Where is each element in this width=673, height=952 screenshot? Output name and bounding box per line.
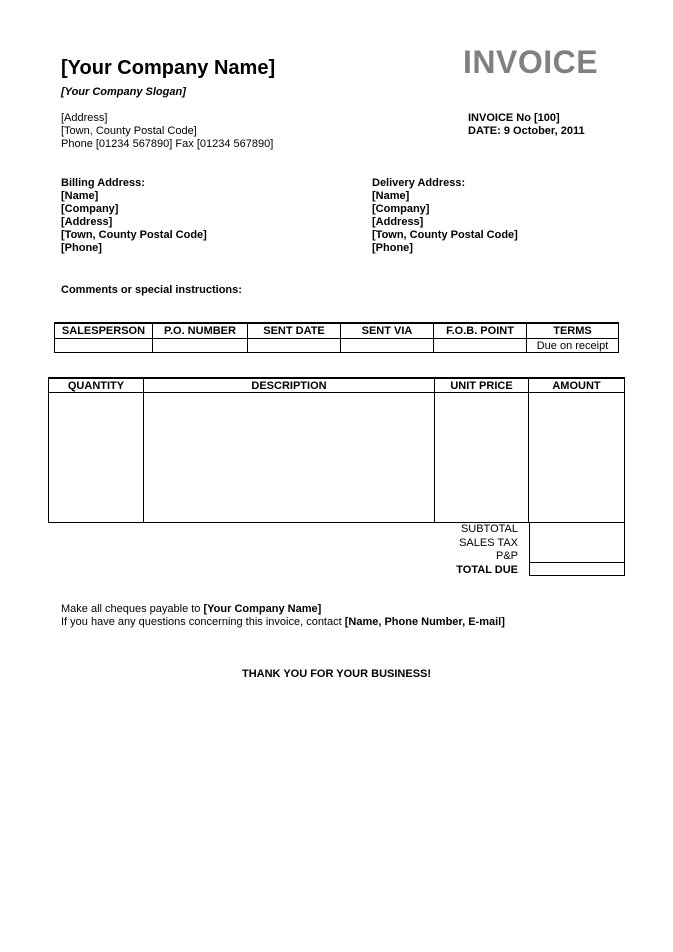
order-header-row	[55, 323, 619, 339]
total-due-divider	[530, 562, 624, 563]
cheques-text: Make all cheques payable to	[61, 603, 201, 615]
billing-line: [Company]	[61, 203, 119, 215]
total-due-label: TOTAL DUE	[456, 563, 518, 576]
comments-label: Comments or special instructions:	[61, 284, 242, 296]
items-body-row	[49, 393, 625, 523]
header-quantity: QUANTITY	[49, 378, 144, 393]
billing-line: [Town, County Postal Code]	[61, 229, 207, 241]
header-sent-via: SENT VIA	[341, 323, 434, 339]
terms-cell[interactable]: Due on receipt	[527, 339, 619, 353]
header-salesperson: SALESPERSON	[55, 323, 153, 339]
cheques-line	[61, 603, 505, 616]
subtotal-label: SUBTOTAL	[460, 523, 518, 535]
invoice-number	[468, 112, 585, 125]
delivery-line: [Company]	[372, 203, 430, 215]
fob-point-cell[interactable]	[434, 339, 527, 353]
pp-label: P&P	[495, 550, 518, 562]
company-address	[61, 112, 273, 151]
invoice-date-value: 9 October, 2011	[503, 125, 585, 137]
billing-line: [Phone]	[61, 242, 102, 254]
header-po-number: P.O. NUMBER	[153, 323, 248, 339]
company-address-line: [Address]	[61, 112, 108, 124]
header-amount: AMOUNT	[529, 378, 625, 393]
billing-heading: Billing Address:	[61, 177, 145, 189]
invoice-date	[468, 125, 585, 138]
questions-line	[61, 616, 505, 629]
order-info-table	[54, 322, 619, 353]
invoice-number-label: INVOICE No	[468, 112, 531, 124]
invoice-date-label: DATE:	[468, 125, 501, 137]
header-unit-price: UNIT PRICE	[435, 378, 529, 393]
invoice-title: INVOICE	[463, 44, 599, 80]
delivery-heading: Delivery Address:	[372, 177, 466, 189]
line-items-table	[48, 377, 625, 523]
amount-column-cell[interactable]	[529, 393, 625, 523]
thank-you-message: THANK YOU FOR YOUR BUSINESS!	[241, 668, 432, 680]
items-header-row	[49, 378, 625, 393]
order-value-row	[55, 339, 619, 353]
company-slogan: [Your Company Slogan]	[61, 86, 186, 98]
contact-info: [Name, Phone Number, E-mail]	[344, 616, 505, 628]
company-name: [Your Company Name]	[61, 57, 276, 79]
header-sent-date: SENT DATE	[248, 323, 341, 339]
sent-date-cell[interactable]	[248, 339, 341, 353]
totals-amount-box[interactable]	[529, 523, 625, 576]
company-phone-fax-line	[61, 138, 273, 151]
delivery-address	[372, 177, 518, 255]
description-column-cell[interactable]	[144, 393, 435, 523]
sent-via-cell[interactable]	[341, 339, 434, 353]
delivery-line: [Name]	[372, 190, 410, 202]
fax-value: [01234 567890]	[196, 138, 274, 150]
header-fob-point: F.O.B. POINT	[434, 323, 527, 339]
billing-line: [Name]	[61, 190, 99, 202]
header-description: DESCRIPTION	[144, 378, 435, 393]
unit-price-column-cell[interactable]	[435, 393, 529, 523]
footer-notes	[61, 603, 505, 629]
quantity-column-cell[interactable]	[49, 393, 144, 523]
billing-line: [Address]	[61, 216, 113, 228]
fax-label: Fax	[175, 138, 194, 150]
company-town-line: [Town, County Postal Code]	[61, 125, 197, 137]
delivery-line: [Address]	[372, 216, 424, 228]
cheques-name: [Your Company Name]	[203, 603, 322, 615]
totals-labels	[430, 523, 518, 577]
po-number-cell[interactable]	[153, 339, 248, 353]
delivery-line: [Phone]	[372, 242, 413, 254]
invoice-number-value: [100]	[534, 112, 560, 124]
header-terms: TERMS	[527, 323, 619, 339]
invoice-meta	[468, 112, 585, 138]
sales-tax-label: SALES TAX	[459, 536, 518, 549]
salesperson-cell[interactable]	[55, 339, 153, 353]
phone-value: [01234 567890]	[95, 138, 173, 150]
delivery-line: [Town, County Postal Code]	[372, 229, 518, 241]
billing-address	[61, 177, 207, 255]
phone-label: Phone	[61, 138, 93, 150]
questions-text: If you have any questions concerning this invoice, contact	[61, 616, 342, 628]
